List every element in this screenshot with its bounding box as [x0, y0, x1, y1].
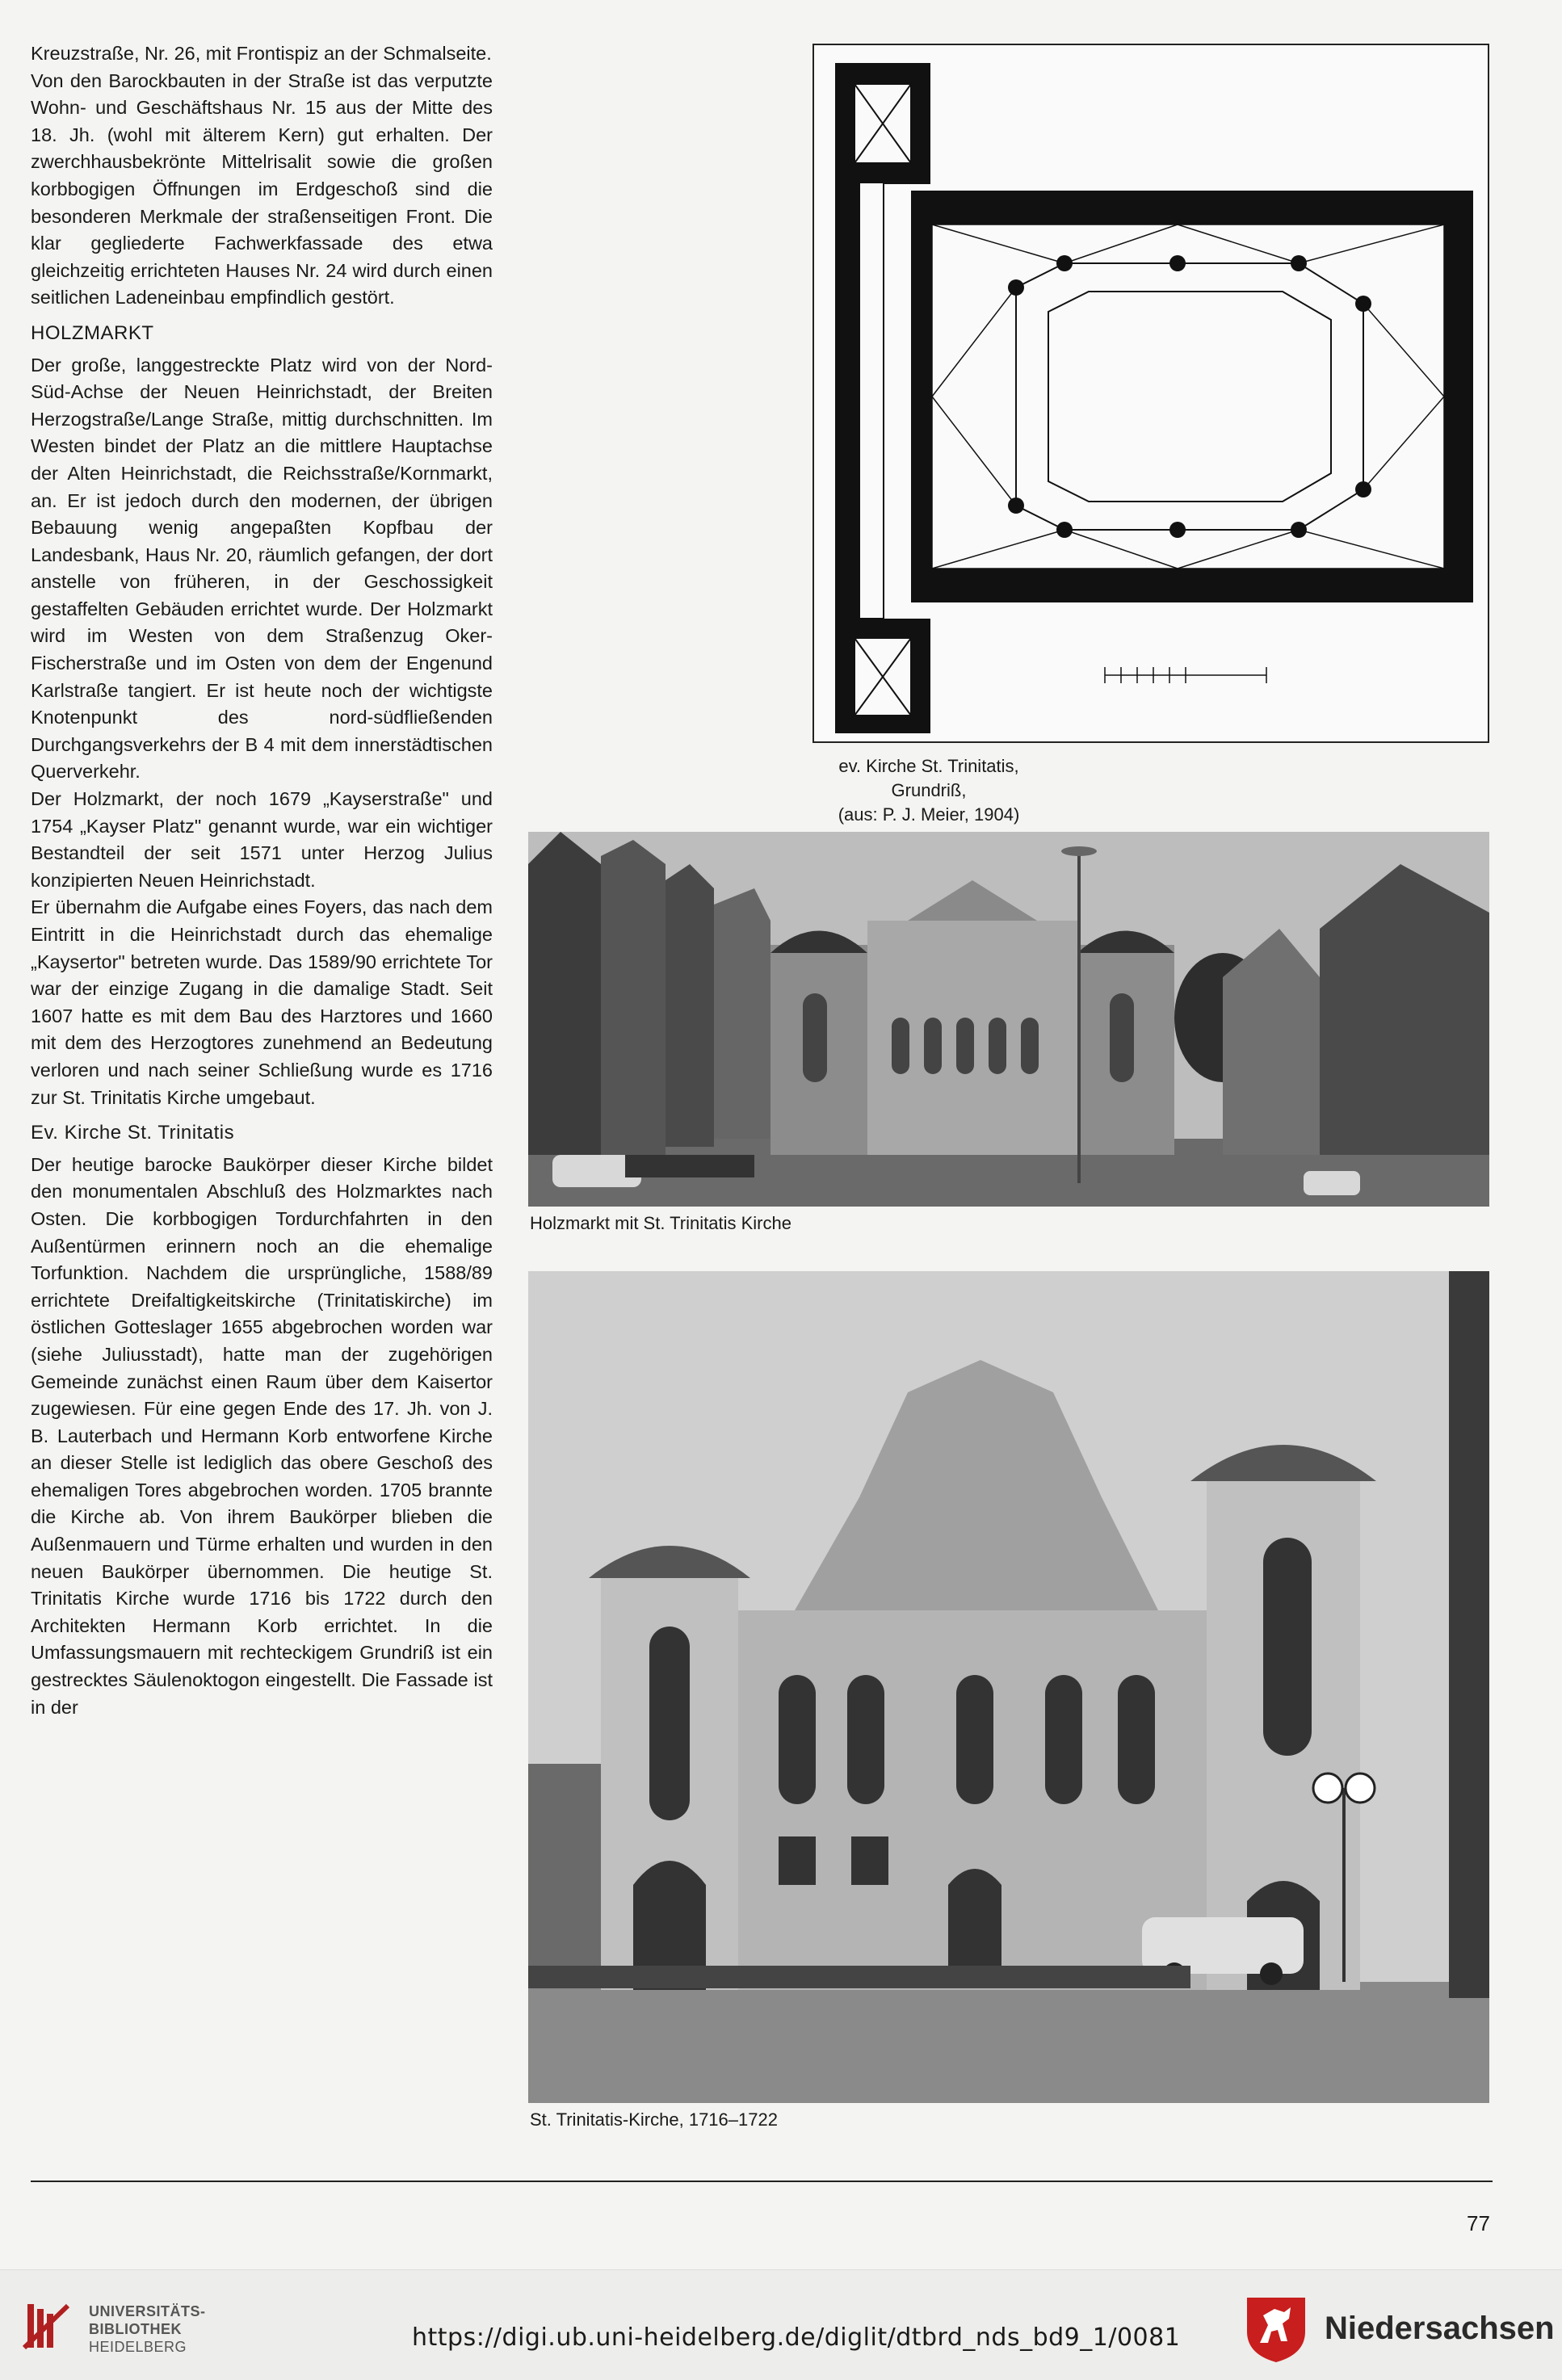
university-library-logo[interactable] — [19, 2298, 76, 2354]
holzmarkt-caption: Holzmarkt mit St. Trinitatis Kirche — [530, 1213, 791, 1233]
horse-shield-icon — [1244, 2294, 1308, 2364]
plan-caption-line2: (aus: P. J. Meier, 1904) — [838, 804, 1020, 825]
footer-bar — [0, 2269, 1562, 2380]
university-library-name — [89, 2302, 206, 2356]
library-logo-icon — [19, 2298, 76, 2354]
paragraph-kaysertor: Er übernahm die Aufgabe eines Foyers, das nach dem Eintritt in die Heinrichstadt durch das ehemalige „Kaysertor" betreten wurde. Das 1589/90 errichtete Tor war der einzige Zugang in die damalige Stadt. Seit 1607 hatte es mit dem Bau des Harztores und 1660 mit dem des Herzogtores zunehmend an Bedeutung verloren und nach seiner Schließung wurde es 1716 zur St. Trinitatis Kirche umgebaut. — [31, 896, 493, 1108]
holzmarkt-photo-image — [528, 832, 1489, 1207]
source-url-link[interactable]: https://digi.ub.uni-heidelberg.de/diglit/dtbrd_nds_bd9_1/0081 — [412, 2323, 1181, 2352]
library-line2: BIBLIOTHEK — [89, 2321, 182, 2337]
paragraph-kirche-beschreibung: Der heutige barocke Baukörper dieser Kirche bildet den monumentalen Abschluß des Holzmarktes nach Osten. Die korbbogigen Tordurchfahrten in den Außentürmen erinnern noch an die ehemalige Torfunktion. Nachdem die ursprüngliche, 1588/89 errichtete Dreifaltigkeitskirche (Trinitatiskirche) im östlichen Gotteslager 1655 abgebrochen worden war (siehe Juliusstadt), hatte man der zugehörigen Gemeinde zunächst einen Raum über dem Kaisertor zugewiesen. Für eine gegen Ende des 17. Jh. von J. B. Lauterbach und Hermann Korb entworfene Kirche an dieser Stelle ist lediglich das obere Geschoß des ehemaligen Tores abgebrochen worden. 1705 brannte die Kirche ab. Von ihrem Baukörper blieben die Außenmauern und Türme erhalten und wurden in den neuen Baukörper übernommen. Die heutige St. Trinitatis Kirche wurde 1716 bis 1722 durch den Architekten Hermann Korb errichtet. In die Umfassungsmauern mit rechteckigem Grundriß ist ein gestrecktes Säulenoktogon eingestellt. Die Fassade ist in der — [31, 1153, 493, 1718]
paragraph-kreuzstrasse: Kreuzstraße, Nr. 26, mit Frontispiz an der Schmalseite. — [31, 43, 492, 64]
bottom-rule — [31, 2181, 1493, 2182]
paragraph-holzmarkt-geschichte: Der Holzmarkt, der noch 1679 „Kayserstraße" und 1754 „Kayser Platz" genannt wurde, war ein wichtiger Bestandteil der seit 1571 unter Herzog Julius konzipierten Neuen Heinrichstadt. — [31, 788, 493, 891]
trinitatis-photo-image — [528, 1271, 1489, 2103]
page-number: 77 — [1467, 2211, 1490, 2235]
paragraph-barockbauten: Von den Barockbauten in der Straße ist das verputzte Wohn- und Geschäftshaus Nr. 15 aus der Mitte des 18. Jh. (wohl mit älterem Kern) gut erhalten. Der zwerchhausbekrönte Mittelrisalit sowie die großen korbbogigen Öffnungen im Erdgeschoß sind die besonderen Merkmale der straßenseitigen Front. Die klar gegliederte Fachwerkfassade des etwa gleichzeitig errichteten Hauses Nr. 24 wird durch einen seitlichen Ladeneinbau empfindlich gestört. — [31, 69, 493, 309]
heading-holzmarkt: HOLZMARKT — [31, 321, 154, 344]
holzmarkt-photo — [528, 832, 1489, 1207]
heading-kirche-trinitatis: Ev. Kirche St. Trinitatis — [31, 1122, 235, 1144]
text-column-left — [31, 40, 493, 1721]
ground-plan-drawing — [814, 45, 1488, 741]
ground-plan-figure — [812, 44, 1489, 743]
state-name: Niedersachsen — [1325, 2311, 1555, 2346]
plan-caption — [808, 754, 1050, 827]
trinitatis-photo — [528, 1271, 1489, 2103]
library-line1: UNIVERSITÄTS- — [89, 2303, 206, 2319]
plan-caption-line1: ev. Kirche St. Trinitatis, Grundriß, — [838, 756, 1019, 800]
library-line3: HEIDELBERG — [89, 2339, 187, 2355]
paragraph-holzmarkt-platz: Der große, langgestreckte Platz wird von der Nord-Süd-Achse der Neuen Heinrichstadt, der Breiten Herzogstraße/Lange Straße, mittig durchschnitten. Im Westen bindet der Platz an die mittlere Hauptachse der Alten Heinrichstadt, die Reichsstraße/Kornmarkt, an. Er ist jedoch durch den modernen, der übrigen Bebauung wenig angepaßten Kopfbau der Landesbank, Haus Nr. 20, räumlich gefangen, der dort anstelle von früheren, in der Geschossigkeit gestaffelten Gebäuden errichtet wurde. Der Holzmarkt wird im Westen von dem Straßenzug Oker-Fischerstraße und im Osten von dem der Engenund Karlstraße tangiert. Er ist heute noch der wichtigste Knotenpunkt des nord-südfließenden Durchgangsverkehrs der B 4 mit dem innerstädtischen Querverkehr. — [31, 354, 493, 783]
niedersachsen-logo[interactable] — [1244, 2294, 1308, 2364]
trinitatis-caption: St. Trinitatis-Kirche, 1716–1722 — [530, 2109, 778, 2130]
